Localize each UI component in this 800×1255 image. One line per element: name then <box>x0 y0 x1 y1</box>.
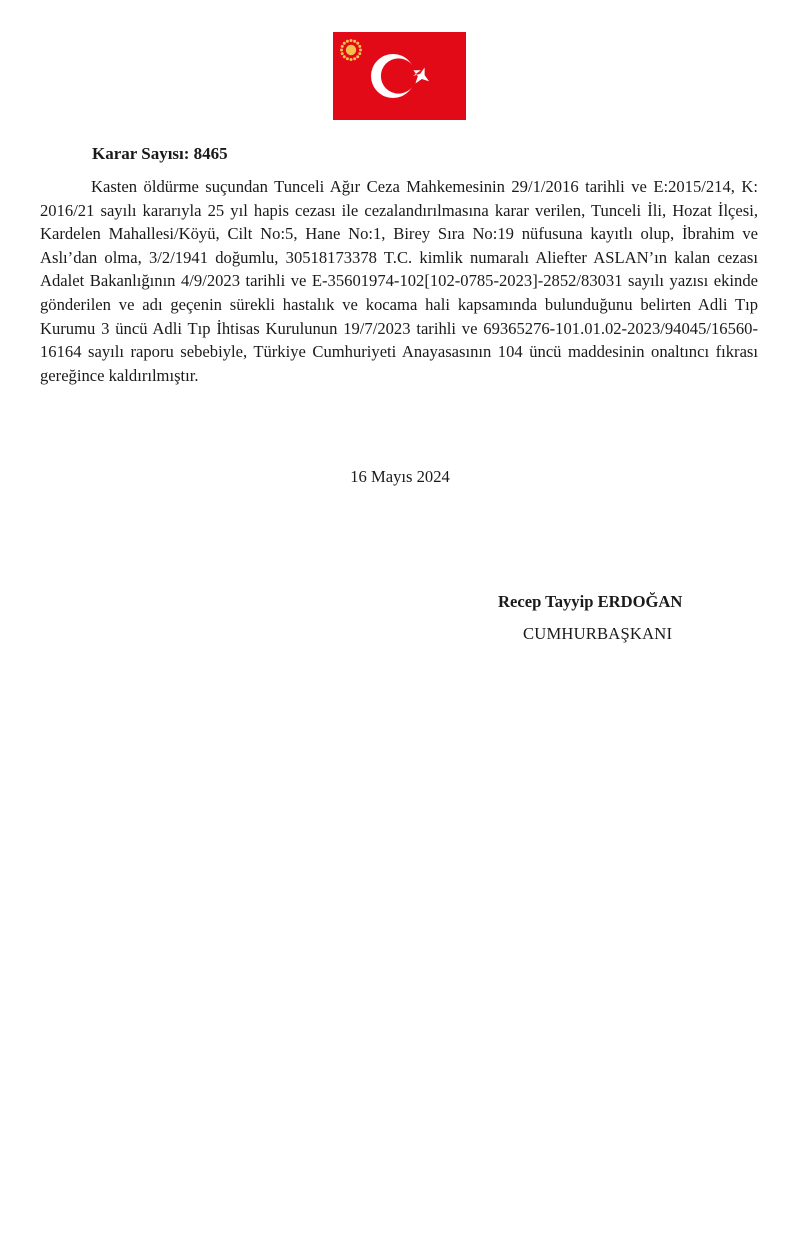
decision-date: 16 Mayıs 2024 <box>350 467 450 486</box>
signatory-title: CUMHURBAŞKANI <box>523 624 673 643</box>
signatory-name: Recep Tayyip ERDOĞAN <box>498 592 683 611</box>
decision-number: Karar Sayısı: 8465 <box>92 144 228 163</box>
presidential-flag-icon <box>333 32 466 120</box>
decision-body-text: Kasten öldürme suçundan Tunceli Ağır Ceza Mahkemesinin 29/1/2016 tarihli ve E:2015/214, K: 2016/21 sayılı kararıyla 25 yıl hapis cezası ile cezalandırılmasına karar verilen, Tunceli İli, Hozat İlçesi, Kardelen Mahallesi/Köyü, Cilt No:5, Hane No:1, Birey Sıra No:19 nüfusuna kayıtlı olup, İbrahim ve Aslı’dan olma, 3/2/1941 doğumlu, 30518173378 T.C. kimlik numaralı Aliefter ASLAN’ın kalan cezası Adalet Bakanlığının 4/9/2023 tarihli ve E-35601974-102[102-0785-2023]-2852/83031 sayılı yazısı ekinde gönderilen ve adı geçenin sürekli hastalık ve kocama hali kapsamında bulunduğunu belirten Adli Tıp Kurumu 3 üncü Adli Tıp İhtisas Kurulunun 19/7/2023 tarihli ve 69365276-101.01.02-2023/94045/16560-16164 sayılı raporu sebebiyle, Türkiye Cumhuriyeti Anayasasının 104 üncü maddesinin onaltıncı fıkrası gereğince kaldırılmıştır. <box>40 177 758 385</box>
